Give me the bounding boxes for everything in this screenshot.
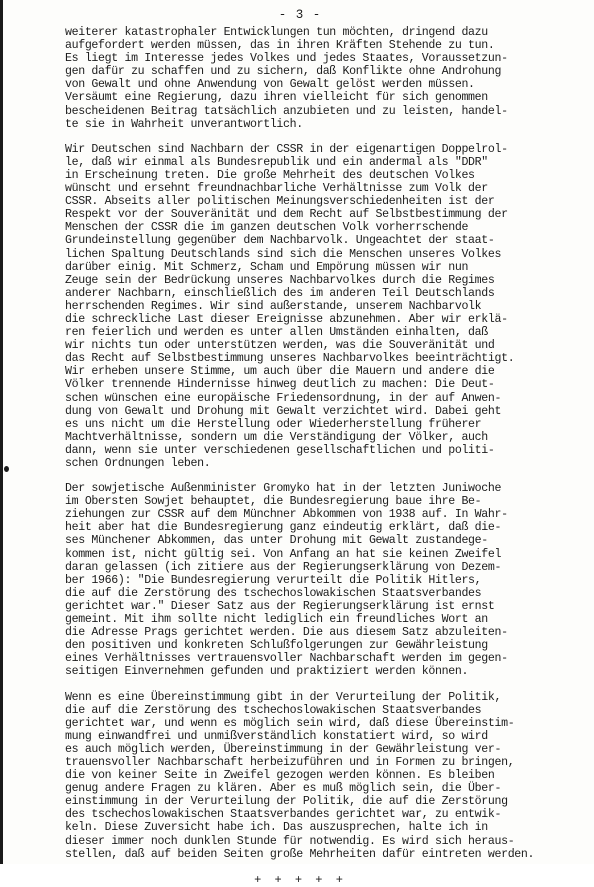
text-line: gemeint. Mit ihm sollte nicht lediglich ein freundliches Wort an <box>65 613 488 627</box>
text-line: te sie in Wahrheit unverantwortlich. <box>65 117 303 131</box>
paragraph-2 <box>65 143 575 470</box>
punch-hole-mark <box>4 466 9 472</box>
text-line: Grundeinstellung gegenüber dem Nachbarvolk. Ungeachtet der staat- <box>65 234 495 248</box>
text-line: kommen ist, nicht gültig sei. Von Anfang an hat sie keinen Zweifel <box>65 547 502 561</box>
page-number: - 3 - <box>278 8 322 22</box>
text-line: Respekt vor der Souveränität und dem Recht auf Selbstbestimmung der <box>65 208 508 222</box>
text-line: des tschechoslowakischen Staatsverbandes gerichtet war, zu entwik- <box>65 808 502 822</box>
text-line: es uns nicht um die Herstellung oder Wiederherstellung früherer <box>65 417 482 431</box>
text-line: bescheidenen Beitrag tatsächlich anzubieten und zu leisten, handel- <box>65 104 508 118</box>
text-line: le, daß wir einmal als Bundesrepublik und ein andermal als "DDR" <box>65 155 488 169</box>
text-line: aufgefordert werden müssen, das in ihren Kräften Stehende zu tun. <box>65 39 495 53</box>
text-line: ber 1966): "Die Bundesregierung verurteilt die Politik Hitlers, <box>65 573 482 587</box>
text-line: anderer Nachbarn, einschließlich des im anderen Teil Deutschlands <box>65 286 495 300</box>
text-line: wir nichts tun oder unterstützen werden, was die Souveränität und <box>65 339 495 353</box>
text-line: genug andere Fragen zu klären. Aber es muß möglich sein, die Über- <box>65 782 502 796</box>
paragraph-4 <box>65 691 575 861</box>
text-line: von Gewalt und ohne Anwendung von Gewalt gelöst werden müssen. <box>65 78 475 92</box>
text-line: ses Münchener Abkommen, das unter Drohung mit Gewalt zustandege- <box>65 534 488 548</box>
body-text <box>65 26 575 887</box>
text-line: Wir erheben unsere Stimme, um auch über die Mauern und andere die <box>65 365 495 379</box>
text-line: dung von Gewalt und Drohung mit Gewalt verzichtet wird. Dabei geht <box>65 404 502 418</box>
text-line: Völker trennende Hindernisse hinweg deutlich zu machen: Die Deut- <box>65 378 495 392</box>
text-line: die schreckliche Last dieser Ereignisse abzunehmen. Aber wir erklä- <box>65 312 508 326</box>
paragraph-1 <box>65 26 575 131</box>
text-line: ziehungen zur CSSR auf dem Münchner Abkommen von 1938 auf. In Wahr- <box>65 508 508 522</box>
text-line: Menschen der CSSR die im ganzen deutschen Volk vorherrschende <box>65 221 469 235</box>
text-line: dann, wenn sie unter verschiedenen gesellschaftlichen und politi- <box>65 443 495 457</box>
text-line: Der sowjetische Außenminister Gromyko hat in der letzten Juniwoche <box>65 482 502 496</box>
text-line: es auch möglich werden, Übereinstimmung in der Gewährleistung ver- <box>65 742 502 756</box>
text-line: im Obersten Sowjet behauptet, die Bundesregierung baue ihre Be- <box>65 495 482 509</box>
text-line: trauensvoller Nachbarschaft herbeizuführen und in Formen zu bringen, <box>65 755 515 769</box>
paragraph-3 <box>65 482 575 678</box>
text-line: in Erscheinung treten. Die große Mehrheit des deutschen Volkes <box>65 168 475 182</box>
text-line: schen Ordnungen leben. <box>65 457 211 470</box>
text-line: seitigen Einvernehmen gefunden und praktiziert werden können. <box>65 665 469 679</box>
text-line: Zeuge sein der Bedrückung unseres Nachbarvolkes durch die Regimes <box>65 273 495 287</box>
text-line: mung einwandfrei und unmißverständlich konstatiert wird, so wird <box>65 729 488 743</box>
text-line: keln. Diese Zuversicht habe ich. Das auszusprechen, halte ich in <box>65 821 488 835</box>
text-line: ren feierlich und werden es unter allen Umständen einhalten, daß <box>65 326 488 340</box>
text-line: stellen, daß auf beiden Seiten große Mehrheiten dafür eintreten werden. <box>65 847 535 861</box>
text-line: gerichtet war, und wenn es möglich sein wird, daß diese Übereinstim- <box>65 716 515 730</box>
text-line: den positiven und konkreten Schlußfolgerungen zur Gewährleistung <box>65 639 488 653</box>
text-line: Es liegt im Interesse jedes Volkes und jedes Staates, Voraussetzun- <box>65 52 508 66</box>
text-line: herrschenden Regimes. Wir sind außerstande, unserem Nachbarvolk <box>65 299 482 313</box>
text-line: eines Verhältnisses vertrauensvoller Nachbarschaft werden im gegen- <box>65 652 508 666</box>
text-line: die Adresse Prags gerichtet werden. Die aus diesem Satz abzuleiten- <box>65 626 508 640</box>
text-line: einstimmung in der Verurteilung der Politik, die auf die Zerstörung <box>65 795 508 809</box>
text-line: lichen Spaltung Deutschlands sind sich die Menschen unseres Volkes <box>65 247 502 261</box>
text-line: gen dafür zu schaffen und zu sichern, daß Konflikte ohne Androhung <box>65 65 502 79</box>
text-line: weiterer katastrophaler Entwicklungen tun möchten, dringend dazu <box>65 26 488 39</box>
text-line: Wenn es eine Übereinstimmung gibt in der Verurteilung der Politik, <box>65 690 502 704</box>
text-line: daran gelassen (ich zitiere aus der Regierungserklärung von Dezem- <box>65 560 502 574</box>
text-line: dieser immer noch dunklen Stunde für notwendig. Es wird sich heraus- <box>65 834 515 848</box>
text-line: Machtverhältnisse, sondern um die Verständigung der Völker, auch <box>65 430 488 444</box>
text-line: die von keiner Seite in Zweifel gezogen werden können. Es bleiben <box>65 769 495 783</box>
end-mark: + + + + + <box>254 872 346 887</box>
text-line: die auf die Zerstörung des tschechoslowakischen Staatsverbandes <box>65 703 482 717</box>
text-line: CSSR. Abseits aller politischen Meinungsverschiedenheiten ist der <box>65 195 495 209</box>
text-line: Versäumt eine Regierung, dazu ihren vielleicht für sich genommen <box>65 91 488 105</box>
text-line: schen wünschen eine europäische Friedensordnung, in der auf Anwen- <box>65 391 502 405</box>
text-line: die auf die Zerstörung des tschechoslowakischen Staatsverbandes <box>65 586 482 600</box>
text-line: Wir Deutschen sind Nachbarn der CSSR in der eigenartigen Doppelrol- <box>65 142 508 156</box>
text-line: das Recht auf Selbstbestimmung unseres Nachbarvolkes beeinträchtigt. <box>65 352 515 366</box>
text-line: heit aber hat die Bundesregierung ganz eindeutig erklärt, daß die- <box>65 521 502 535</box>
text-line: gerichtet war." Dieser Satz aus der Regierungserklärung ist ernst <box>65 599 495 613</box>
text-line: darüber einig. Mit Schmerz, Scham und Empörung müssen wir nun <box>65 260 469 274</box>
text-line: wünscht und ersehnt freundnachbarliche Verhältnisse zum Volk der <box>65 182 488 196</box>
